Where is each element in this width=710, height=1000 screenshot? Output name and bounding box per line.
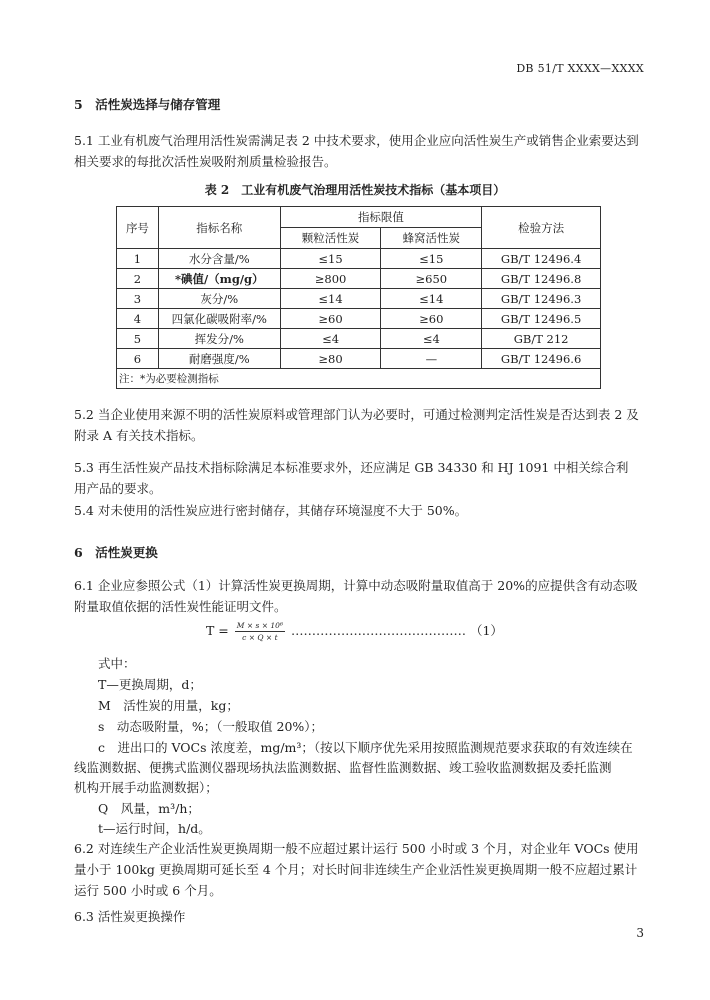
def-c-cont-2: 机构开展手动监测数据）； bbox=[74, 780, 218, 795]
cell-granular: ≤15 bbox=[280, 249, 381, 269]
cell-item: *碘值/（mg/g） bbox=[158, 269, 280, 289]
cell-granular: ≥800 bbox=[280, 269, 381, 289]
header-no: 序号 bbox=[117, 207, 159, 249]
cell-honeycomb: ≤14 bbox=[381, 289, 482, 309]
table-row bbox=[117, 309, 601, 329]
paragraph-5-1: 5.1 工业有机废气治理用活性炭需满足表 2 中技术要求，使用企业应向活性炭生产或销售企业索要达到相关要求的每批次活性炭吸附剂质量检验报告。 bbox=[74, 133, 639, 169]
cell-honeycomb: ≤4 bbox=[381, 329, 482, 349]
formula-dots: …………………………………… bbox=[290, 623, 466, 638]
def-t: t—运行时间，h/d。 bbox=[98, 821, 211, 836]
paragraph-5-3: 5.3 再生活性炭产品技术指标除满足本标准要求外，还应满足 GB 34330 和 HJ 1091 中相关综合利用产品的要求。 bbox=[74, 460, 629, 496]
cell-granular: ≥60 bbox=[280, 309, 381, 329]
def-c: c 进出口的 VOCs 浓度差，mg/m³；（按以下顺序优先采用按照监测规范要求获取的有效连续在 bbox=[98, 740, 633, 755]
table-row bbox=[117, 349, 601, 369]
cell-no: 4 bbox=[117, 309, 159, 329]
cell-method: GB/T 12496.4 bbox=[482, 249, 601, 269]
cell-method: GB/T 12496.8 bbox=[482, 269, 601, 289]
cell-method: GB/T 12496.6 bbox=[482, 349, 601, 369]
cell-granular: ≥80 bbox=[280, 349, 381, 369]
cell-honeycomb: ≤15 bbox=[381, 249, 482, 269]
header-item: 指标名称 bbox=[158, 207, 280, 249]
activated-carbon-spec-table bbox=[116, 206, 601, 389]
formula-numerator: M × s × 10⁶ bbox=[236, 621, 283, 630]
table-row bbox=[117, 289, 601, 309]
def-s: s 动态吸附量，%；（一般取值 20%）； bbox=[98, 719, 324, 734]
paragraph-5-2: 5.2 当企业使用来源不明的活性炭原料或管理部门认为必要时，可通过检测判定活性炭是否达到表 2 及附录 A 有关技术指标。 bbox=[74, 407, 639, 443]
cell-no: 3 bbox=[117, 289, 159, 309]
formula-1 bbox=[206, 621, 503, 642]
def-Q: Q 风量，m³/h； bbox=[98, 801, 200, 816]
table-2-caption: 表 2 工业有机废气治理用活性炭技术指标（基本项目） bbox=[204, 183, 506, 197]
paragraph-5-4: 5.4 对未使用的活性炭应进行密封储存，其储存环境湿度不大于 50%。 bbox=[74, 503, 468, 518]
formula-number: （1） bbox=[469, 623, 503, 638]
def-M: M 活性炭的用量，kg； bbox=[98, 698, 239, 713]
cell-no: 2 bbox=[117, 269, 159, 289]
header-limit: 指标限值 bbox=[280, 207, 482, 228]
cell-granular: ≤4 bbox=[280, 329, 381, 349]
paragraph-6-3-heading: 6.3 活性炭更换操作 bbox=[74, 909, 186, 924]
cell-item: 四氯化碳吸附率/% bbox=[158, 309, 280, 329]
header-method: 检验方法 bbox=[482, 207, 601, 249]
cell-item: 水分含量/% bbox=[158, 249, 280, 269]
cell-method: GB/T 212 bbox=[482, 329, 601, 349]
cell-granular: ≤14 bbox=[280, 289, 381, 309]
paragraph-6-2: 6.2 对连续生产企业活性炭更换周期一般不应超过累计运行 500 小时或 3 个月，对企业年 VOCs 使用量小于 100kg 更换周期可延长至 4 个月；对长时间非连续生产企业活性炭更换周期一般不应超过累计运行 500 小时或 6 个月。 bbox=[74, 841, 639, 898]
paragraph-6-1: 6.1 企业应参照公式（1）计算活性炭更换周期，计算中动态吸附量取值高于 20%的应提供含有动态吸附量取值依据的活性炭性能证明文件。 bbox=[74, 578, 638, 614]
section-5-heading: 5 活性炭选择与储存管理 bbox=[74, 97, 221, 112]
formula-lhs: T = bbox=[206, 623, 229, 638]
cell-honeycomb: — bbox=[381, 349, 482, 369]
table-note: 注：*为必要检测指标 bbox=[117, 369, 601, 389]
where-label: 式中： bbox=[98, 656, 136, 671]
def-T: T—更换周期，d； bbox=[98, 677, 202, 692]
cell-no: 5 bbox=[117, 329, 159, 349]
cell-honeycomb: ≥60 bbox=[381, 309, 482, 329]
cell-honeycomb: ≥650 bbox=[381, 269, 482, 289]
table-row bbox=[117, 269, 601, 289]
def-c-cont-1: 线监测数据、便携式监测仪器现场执法监测数据、监督性监测数据、竣工验收监测数据及委托监测 bbox=[74, 760, 612, 775]
cell-no: 1 bbox=[117, 249, 159, 269]
cell-method: GB/T 12496.5 bbox=[482, 309, 601, 329]
section-6-heading: 6 活性炭更换 bbox=[74, 545, 158, 560]
formula-denominator: c × Q × t bbox=[242, 633, 278, 642]
cell-item: 挥发分/% bbox=[158, 329, 280, 349]
document-code-header: DB 51/T XXXX—XXXX bbox=[516, 62, 644, 75]
cell-no: 6 bbox=[117, 349, 159, 369]
header-granular: 颗粒活性炭 bbox=[280, 228, 381, 249]
cell-item: 耐磨强度/% bbox=[158, 349, 280, 369]
table-row bbox=[117, 249, 601, 269]
page-number: 3 bbox=[636, 926, 644, 940]
cell-method: GB/T 12496.3 bbox=[482, 289, 601, 309]
table-row bbox=[117, 329, 601, 349]
formula-fraction bbox=[235, 621, 285, 642]
header-honeycomb: 蜂窝活性炭 bbox=[381, 228, 482, 249]
cell-item: 灰分/% bbox=[158, 289, 280, 309]
